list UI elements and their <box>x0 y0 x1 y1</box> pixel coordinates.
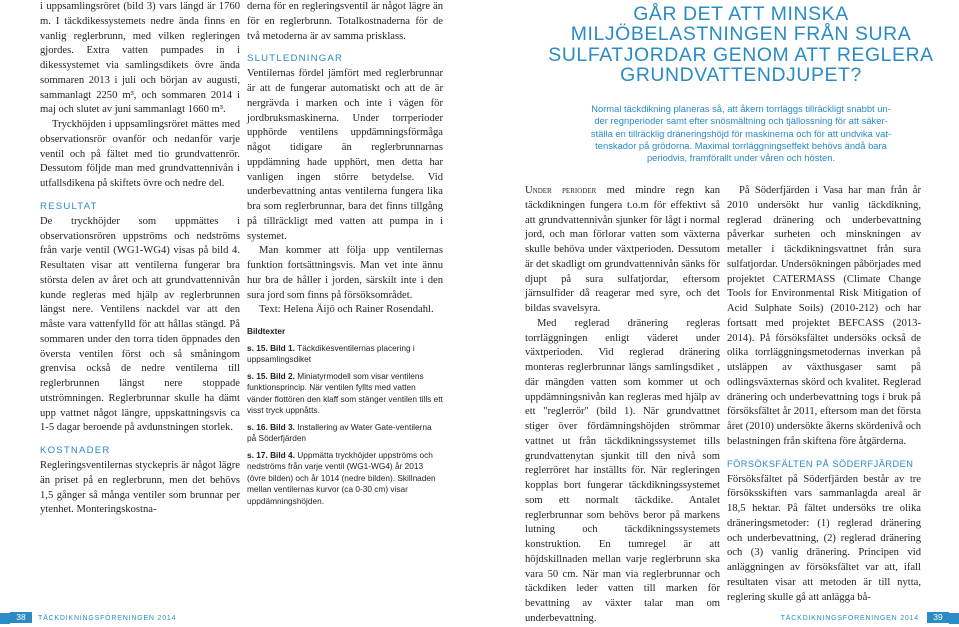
captions <box>247 326 443 507</box>
heading-slutledningar: SLUTLEDNINGAR <box>247 53 344 65</box>
captions-heading: Bildtexter <box>247 326 286 336</box>
footer-publication-right: TÄCKDIKNINGSFÖRENINGEN 2014 <box>780 615 919 622</box>
heading-kostnader: KOSTNADER <box>40 445 111 456</box>
col2-paragraph-2: Ventilernas fördel jämfört med reglerbrunnar är att de fungerar automatiskt och att de är nergrävda i marken och inte i vägen för jordbruksmaskinerna. Under torrperioder upphörde ventilens uppdämningsförmåga något tidigare än reglerbrunnarnas uppdämning hade upphört, men detta har vanligen ingen större betydelse. Vid underbevattning antas ventilerna fungera lika bra som reglerbrunnar, bara det finns tillgång på tillräckligt med vatten att pumpa in i systemet. <box>247 68 443 242</box>
col1-paragraph-1: i uppsamlingsröret (bild 3) vars längd är 1760 m. I täckdikessystemets nedre ända finns en vanlig reglerbrunn, med vilken regleringen gjordes. Extra vatten pumpades in i dikessystemet via samlingsdikets övre ända sommaren 2013 i juli och början av augusti, sammanlagt 2250 m³, och sommaren 2014 i maj och slutet av juni sammanlagt 1660 m³. <box>40 1 240 116</box>
caption-4: s. 17. Bild 4. Uppmätta tryckhöjder uppströms och nedströms från varje ventil (WG1-WG4) år 2013 (övre bilden) och år 1014 (nedre bilden). Skillnaden mellan ventilernas kurvor (ca 0-30 cm) visar uppdämningshöjden. <box>247 449 436 506</box>
col2-paragraph-3: Man kommer att följa upp ventilernas funktion fortsättningsvis. Man vet inte ännu hur bra de håller i jorden, särskilt inte i den sura jord som finns på försöksområdet. <box>247 245 443 301</box>
col3-paragraph-1: Under perioder med mindre regn kan täckdikningen fungera t.o.m för effektivt så att grundvattennivån sjunker för lågt i normal jord, och man förlorar vatten som växterna skulle behöva under växtperioden. Dessutom är det skadligt om grundvattennivån sänks för djupt på sura sulfatjordar, eftersom järnsulfider då reagerar med syre, och det bildas svavelsyra. <box>525 185 720 314</box>
column-1 <box>40 0 240 518</box>
col2-paragraph-1: derna för en regleringsventil är något lägre än för en reglerbrunn. Totalkostnaderna för de två metoderna är av samma prisklass. <box>247 1 443 42</box>
col4-paragraph-1: På Söderfjärden i Vasa har man från år 2010 undersökt hur vanlig täckdikning, reglerad dränering och underbevattning påverkar surheten och minskningen av metaller i täckdikningsvattnet från sura sulfatjordar. Undersökningen påbörjades med projektet CATERMASS (Climate Change Tools for Environmental Risk Mitigation of Acid Sulphate Soils) (2010-212) och har fortsatt med projektet BEFCASS (2013-2014). På försöksfältet undersöks också de olika torrläggningsmetodernas inverkan på utsläppen av växthusgaser samt på odlingsväxternas skörd och kvalitet. Reglerad dränering och underbevattning togs i bruk på försöksfältet år 2011, eftersom man det första året (2010) undersökte åkerns skördenivå och belastningen från skiftena före åtgärderna. <box>727 185 921 447</box>
caption-1: s. 15. Bild 1. Täckdikesventilernas placering i uppsamlingsdiket <box>247 342 415 364</box>
article-ingress: Normal täckdikning planeras så, att åkern torrläggs tillräckligt snabbt un- der regnperioder samt efter snösmältning och tjällossning för att säker- ställa en tillräcklig dräneringshöjd för maskinerna och för att undvika vat- tenskador på grödorna. Maximal torrläggningseffekt behövs ändå bara periodvis, framförallt under våren och hösten. <box>590 103 892 164</box>
footer-bar-left <box>0 613 10 624</box>
col2-credits: Text: Helena Äijö och Rainer Rosendahl. <box>259 304 434 316</box>
page-number-left: 38 <box>10 612 32 623</box>
col1-paragraph-4: Regleringsventilernas styckepris är något lägre än priset på en reglerbrunn, men det behövs 1,5 gånger så många ventiler som brunnar per ytenhet. Monteringskostna- <box>40 460 240 516</box>
caption-3: s. 16. Bild 3. Installering av Water Gate-ventilerna på Söderfjärden <box>247 421 432 443</box>
article-headline: GÅR DET ATT MINSKA MILJÖBELASTNINGEN FRÅN SURA SULFATJORDAR GENOM ATT REGLERA GRUNDVATTENDJUPET? <box>548 3 934 87</box>
heading-resultat: RESULTAT <box>40 200 98 212</box>
heading-forsoksfalten: FÖRSÖKSFÄLTEN PÅ SÖDERFJÄRDEN <box>727 458 914 469</box>
page-number-right: 39 <box>927 612 949 623</box>
col1-paragraph-2: Tryckhöjden i uppsamlingsröret mättes med observationsrör ovanför och nedanför varje ventil och på fältet med tio grundvattenrör. Dessutom följde man med grundvattennivån i utfallsdikena på skiftets övre och nedre del. <box>40 119 240 189</box>
footer-bar-right <box>949 613 959 624</box>
caption-2: s. 15. Bild 2. Miniatyrmodell som visar ventilens funktionsprincip. När ventilen fyllts med vatten vänder flottören den klaff som stänger ventilen tills ett visst tryck uppnåtts. <box>247 370 443 415</box>
col3-paragraph-2: Med reglerad dränering regleras torrläggningen enligt väderet under växtperioden. Vid reglerad dränering monteras reglerbrunnar längs samlingsdiket , där mängden vatten som kommer ut och uppdämningsnivån kan regleras med hjälp av ett "reglerrör" (bild 1). När grundvattnet stiger över fördämningshöjden strömmar vattnet ut från täckdikningssystemet tills grundvattenytan sjunkit till den nivå som reglerröret har inställts för. När regleringen kopplas bort fungerar täckdikningssystemet som ett normalt täckdike. Antalet reglerbrunnar som behövs beror på markens lutning och täckdikningssystemets konstruktion. En tumregel är att höjdskillnaden mellan varje reglerbrunn ska vara 50 cm. När man via reglerbrunnar och täckdiken leder vatten till marken för bevattning av växter talar man om underbevattning. <box>525 317 720 624</box>
column-4 <box>727 184 921 605</box>
col4-paragraph-2: Försöksfältet på Söderfjärden består av tre försöksskiften vars sammanlagda areal är 18,5 hektar. På fältet undersöks tre olika dräneringsmetoder: (1) reglerad dränering och underbevattning, (2) reglerad dränering och (3) vanlig dränering. Principen vid anläggningen av försöksfältet var att, ifall resultaten visar att metoden är till nytta, reglering skulle gå att anlägga bå- <box>727 473 921 603</box>
column-3 <box>525 184 720 627</box>
col1-paragraph-3: De tryckhöjder som uppmättes i observationsrören uppströms och nedströms från varje ventil (WG1-WG4) visas på bild 4. Resultaten visar att ventilerna fungerar bra största delen av året och att grundvattennivån kunde regleras med hjälp av reglerbrunnen längst nere. Ventilens nackdel var att den måste vara vattenfylld för att hållas stängd. På sommaren under den torra tiden öppnades den översta ventilen först och så småningom grenvisa också de nedre ventilerna till reglerbrunnen längst nere stoppade utströmningen. Reglerbrunnar skulle ha dämt upp vattnet något längre, uppskattningsvis ca 1-5 dagar beroende på avdunstningen storlek. <box>40 215 240 434</box>
column-2 <box>247 0 443 512</box>
footer-publication-left: TÄCKDIKNINGSFÖRENINGEN 2014 <box>38 615 177 622</box>
